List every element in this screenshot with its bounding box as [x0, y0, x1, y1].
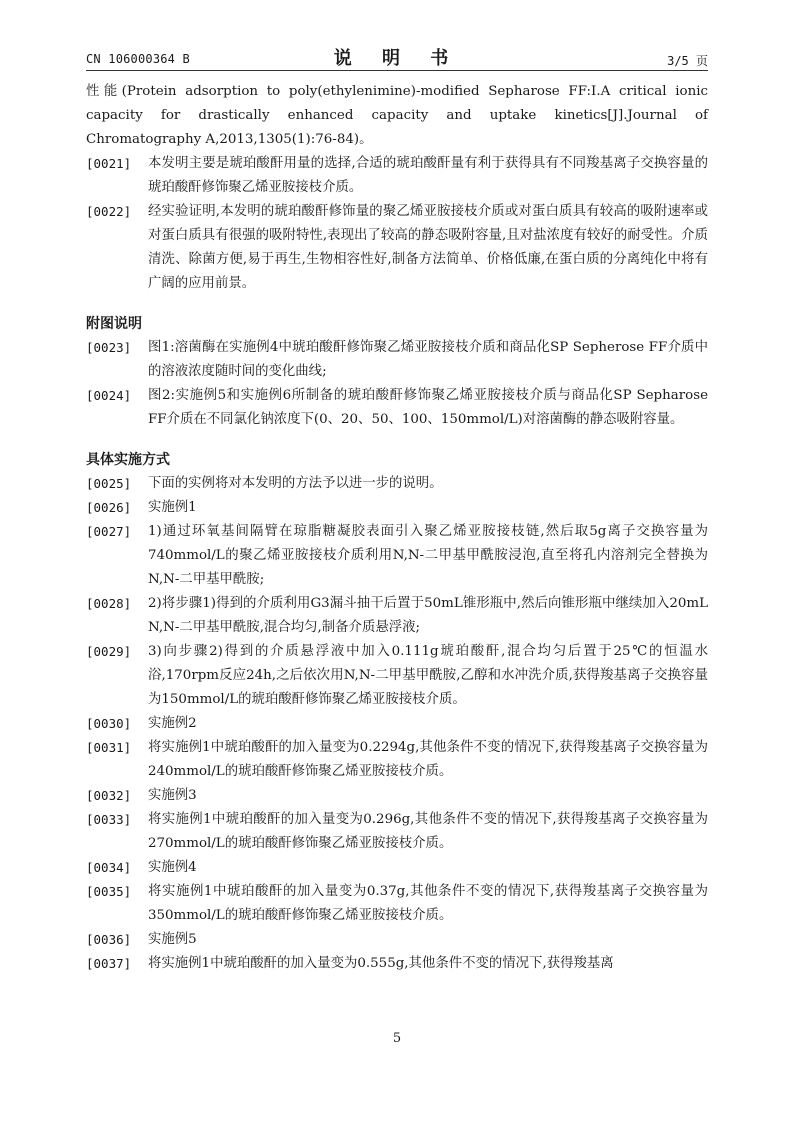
paragraph-0030 — [86, 712, 708, 736]
section-heading-figures: 附图说明 — [86, 316, 142, 332]
paragraph-number: [0026] — [86, 500, 132, 515]
paragraph-number: [0037] — [86, 956, 132, 971]
document-title: 说 明 书 — [333, 48, 461, 69]
paragraph-0031 — [86, 736, 708, 784]
paragraph-text: 实施例4 — [148, 860, 197, 875]
paragraph-number: [0024] — [86, 388, 132, 403]
paragraph-text: 将实施例1中琥珀酸酐的加入量变为0.37g,其他条件不变的情况下,获得羧基离子交换容量为350mmol/L的琥珀酸酐修饰聚乙烯亚胺接枝介质。 — [148, 884, 708, 923]
paragraph-0027 — [86, 520, 708, 592]
paragraph-text: 将实施例1中琥珀酸酐的加入量变为0.2294g,其他条件不变的情况下,获得羧基离子交换容量为240mmol/L的琥珀酸酐修饰聚乙烯亚胺接枝介质。 — [148, 740, 708, 779]
paragraph-text: 将实施例1中琥珀酸酐的加入量变为0.555g,其他条件不变的情况下,获得羧基离 — [148, 956, 614, 971]
paragraph-number: [0030] — [86, 716, 132, 731]
paragraph-text: 将实施例1中琥珀酸酐的加入量变为0.296g,其他条件不变的情况下,获得羧基离子交换容量为270mmol/L的琥珀酸酐修饰聚乙烯亚胺接枝介质。 — [148, 812, 708, 851]
paragraph-0034 — [86, 856, 708, 880]
paragraph-0021 — [86, 152, 708, 200]
paragraph-number: [0029] — [86, 644, 132, 659]
paragraph-0023 — [86, 336, 708, 384]
paragraph-number: [0034] — [86, 860, 132, 875]
paragraph-0032 — [86, 784, 708, 808]
paragraph-text: 经实验证明,本发明的琥珀酸酐修饰量的聚乙烯亚胺接枝介质或对蛋白质具有较高的吸附速率或对蛋白质具有很强的吸附特性,表现出了较高的静态吸附容量,且对盐浓度有较好的耐受性。介质清洗、除菌方便,易于再生,生物相容性好,制备方法简单、价格低廉,在蛋白质的分离纯化中将有广阔的应用前景。 — [148, 204, 708, 291]
paragraph-0035 — [86, 880, 708, 928]
page-header — [86, 42, 708, 71]
paragraph-number: [0028] — [86, 596, 132, 611]
paragraph-text: 本发明主要是琥珀酸酐用量的选择,合适的琥珀酸酐量有利于获得具有不同羧基离子交换容量的琥珀酸酐修饰聚乙烯亚胺接枝介质。 — [148, 156, 708, 195]
paragraph-0025 — [86, 472, 708, 496]
paragraph-0026 — [86, 496, 708, 520]
paragraph-0033 — [86, 808, 708, 856]
paragraph-text: 图1:溶菌酶在实施例4中琥珀酸酐修饰聚乙烯亚胺接枝介质和商品化SP Sepherose FF介质中的溶液浓度随时间的变化曲线; — [148, 340, 708, 379]
paragraph-0037 — [86, 952, 708, 976]
paragraph-text: 2)将步骤1)得到的介质利用G3漏斗抽干后置于50mL锥形瓶中,然后向锥形瓶中继续加入20mL N,N-二甲基甲酰胺,混合均匀,制备介质悬浮液; — [148, 596, 708, 635]
paragraph-0024 — [86, 384, 708, 432]
continuation-text: 性能(Protein adsorption to poly(ethylenimine)-modified Sepharose FF:I.A critical ionic capacity for drastically enhanced capacity and uptake kinetics[J].Journal of Chromatography A,2013,1305(1):76-84)。 — [86, 84, 708, 147]
paragraph-number: [0025] — [86, 476, 132, 491]
page-number: 5 — [392, 1031, 402, 1046]
paragraph-number: [0032] — [86, 788, 132, 803]
paragraph-text: 实施例5 — [148, 932, 197, 947]
section-heading-embodiments: 具体实施方式 — [86, 452, 170, 468]
paragraph-number: [0033] — [86, 812, 132, 827]
paragraph-text: 1)通过环氧基间隔臂在琼脂糖凝胶表面引入聚乙烯亚胺接枝链,然后取5g离子交换容量为740mmol/L的聚乙烯亚胺接枝介质利用N,N-二甲基甲酰胺浸泡,直至将孔内溶剂完全替换为N,N-二甲基甲酰胺; — [148, 524, 708, 587]
paragraph-text: 实施例3 — [148, 788, 197, 803]
paragraph-text: 下面的实例将对本发明的方法予以进一步的说明。 — [148, 476, 443, 491]
paragraph-number: [0027] — [86, 524, 132, 539]
page-indicator: 3/5 页 — [667, 54, 708, 68]
paragraph-number: [0021] — [86, 156, 132, 171]
paragraph-number: [0022] — [86, 204, 132, 219]
paragraph-text: 图2:实施例5和实施例6所制备的琥珀酸酐修饰聚乙烯亚胺接枝介质与商品化SP Sepharose FF介质在不同氯化钠浓度下(0、20、50、100、150mmol/L)对溶菌酶的静态吸附容量。 — [148, 388, 708, 427]
paragraph-number: [0031] — [86, 740, 132, 755]
paragraph-0022 — [86, 200, 708, 296]
paragraph-text: 3)向步骤2)得到的介质悬浮液中加入0.111g琥珀酸酐,混合均匀后置于25℃的恒温水浴,170rpm反应24h,之后依次用N,N-二甲基甲酰胺,乙醇和水冲洗介质,获得羧基离子交换容量为150mmol/L的琥珀酸酐修饰聚乙烯亚胺接枝介质。 — [148, 644, 708, 707]
patent-number: CN 106000364 B — [86, 52, 190, 66]
paragraph-text: 实施例1 — [148, 500, 197, 515]
page-body — [86, 80, 708, 976]
paragraph-number: [0036] — [86, 932, 132, 947]
paragraph-0029 — [86, 640, 708, 712]
paragraph-0028 — [86, 592, 708, 640]
paragraph-0036 — [86, 928, 708, 952]
paragraph-text: 实施例2 — [148, 716, 197, 731]
paragraph-number: [0035] — [86, 884, 132, 899]
paragraph-number: [0023] — [86, 340, 132, 355]
